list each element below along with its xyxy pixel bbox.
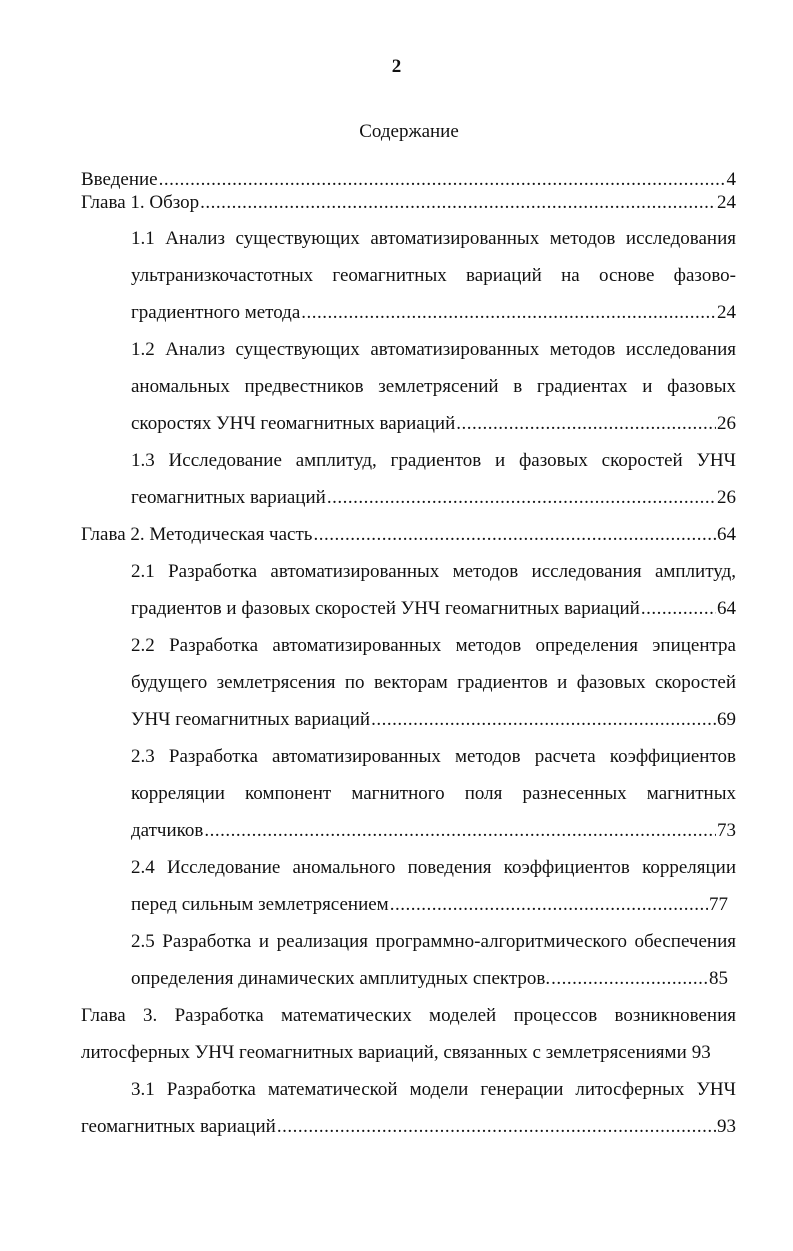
toc-line: Глава 3. Разработка математических моделей процессов возникновения xyxy=(81,1005,736,1026)
toc-entry-title: литосферных УНЧ геомагнитных вариаций, связанных с землетрясениями xyxy=(81,1042,687,1063)
toc-entry-title: градиентного метода xyxy=(131,302,301,323)
toc-title: Содержание xyxy=(359,121,459,142)
dot-leader xyxy=(456,412,716,435)
toc-line xyxy=(131,597,736,620)
dot-leader xyxy=(200,191,716,214)
toc-line xyxy=(131,819,736,842)
toc-line xyxy=(81,1115,736,1138)
toc-entry-title: определения динамических амплитудных спектров. xyxy=(131,968,551,989)
toc-entry-title: Глава 1. Обзор xyxy=(81,192,200,213)
toc-entry-section-3-1[interactable] xyxy=(81,1078,736,1138)
dot-leader xyxy=(551,967,708,990)
toc-entry-title: геомагнитных вариаций xyxy=(81,1116,276,1137)
toc-entry-title: градиентов и фазовых скоростей УНЧ геомагнитных вариаций xyxy=(131,598,640,619)
toc-line xyxy=(131,301,736,324)
toc-line: 2.3 Разработка автоматизированных методов расчета коэффициентов xyxy=(131,746,736,767)
dot-leader xyxy=(390,893,708,916)
toc-line: аномальных предвестников землетрясений в градиентах и фазовых xyxy=(131,376,736,397)
toc-line xyxy=(81,1041,728,1064)
dot-leader xyxy=(277,1115,716,1138)
page-number: 2 xyxy=(391,56,402,77)
toc-line: 1.1 Анализ существующих автоматизированных методов исследования xyxy=(131,228,736,249)
toc-entry-title: геомагнитных вариаций xyxy=(131,487,326,508)
toc-line xyxy=(131,708,736,731)
toc-entry-section-1-3[interactable] xyxy=(131,449,736,509)
toc-page-number: 26 xyxy=(717,487,736,508)
toc-entry-section-2-5[interactable] xyxy=(131,930,736,990)
toc-entry-title: датчиков xyxy=(131,820,204,841)
dot-leader xyxy=(301,301,716,324)
toc-line: 2.1 Разработка автоматизированных методов исследования амплитуд, xyxy=(131,561,736,582)
toc-entry-section-1-1[interactable] xyxy=(131,227,736,324)
toc-line xyxy=(131,486,736,509)
toc-line: корреляции компонент магнитного поля разнесенных магнитных xyxy=(131,783,736,804)
toc-page-number: 64 xyxy=(717,598,736,619)
toc-line xyxy=(81,523,736,546)
toc-entry-chapter-3[interactable] xyxy=(81,1004,736,1064)
toc-entry-section-2-2[interactable] xyxy=(131,634,736,731)
toc-page-number: 69 xyxy=(717,709,736,730)
toc-line: будущего землетрясения по векторам градиентов и фазовых скоростей xyxy=(131,672,736,693)
toc-line xyxy=(81,191,736,214)
toc-line: 2.2 Разработка автоматизированных методов определения эпицентра xyxy=(131,635,736,656)
toc-page-number: 64 xyxy=(717,524,736,545)
toc-line: 2.5 Разработка и реализация программно-алгоритмического обеспечения xyxy=(131,931,736,952)
toc-line: ультранизкочастотных геомагнитных вариаций на основе фазово- xyxy=(131,265,736,286)
toc-entry-title: скоростях УНЧ геомагнитных вариаций xyxy=(131,413,456,434)
toc-entry-section-1-2[interactable] xyxy=(131,338,736,435)
toc-line xyxy=(131,893,728,916)
toc-entry-introduction[interactable] xyxy=(81,168,736,191)
toc-entry-title: Глава 2. Методическая часть xyxy=(81,524,313,545)
toc-entry-section-2-1[interactable] xyxy=(131,560,736,620)
toc-entry-section-2-4[interactable] xyxy=(131,856,736,916)
toc-line xyxy=(131,967,728,990)
toc-line xyxy=(131,412,736,435)
toc-page-number: 24 xyxy=(717,302,736,323)
toc-entry-chapter-2[interactable] xyxy=(81,523,736,546)
dot-leader xyxy=(159,168,726,191)
toc-entry-title: перед сильным землетрясением xyxy=(131,894,389,915)
toc-page-number: 4 xyxy=(726,169,736,190)
toc-page-number: 26 xyxy=(717,413,736,434)
toc-line: 1.2 Анализ существующих автоматизированных методов исследования xyxy=(131,339,736,360)
toc-page-number: 93 xyxy=(717,1116,736,1137)
toc-line xyxy=(81,168,736,191)
toc-entry-title: Введение xyxy=(81,169,158,190)
toc-entry-title: УНЧ геомагнитных вариаций xyxy=(131,709,371,730)
toc-page-number: 73 xyxy=(717,820,736,841)
toc-entry-chapter-1[interactable] xyxy=(81,191,736,214)
dot-leader xyxy=(327,486,716,509)
toc-line: 3.1 Разработка математической модели генерации литосферных УНЧ xyxy=(131,1079,736,1100)
toc-page-number: 24 xyxy=(717,192,736,213)
toc-page-number: 85 xyxy=(709,968,728,989)
dot-leader xyxy=(204,819,716,842)
toc-line: 1.3 Исследование амплитуд, градиентов и фазовых скоростей УНЧ xyxy=(131,450,736,471)
toc-entry-section-2-3[interactable] xyxy=(131,745,736,842)
dot-leader xyxy=(641,597,716,620)
dot-leader xyxy=(313,523,716,546)
toc-page-number: 93 xyxy=(691,1042,711,1063)
toc-line: 2.4 Исследование аномального поведения коэффициентов корреляции xyxy=(131,857,736,878)
toc-page-number: 77 xyxy=(709,894,728,915)
dot-leader xyxy=(371,708,716,731)
table-of-contents xyxy=(81,168,736,1138)
